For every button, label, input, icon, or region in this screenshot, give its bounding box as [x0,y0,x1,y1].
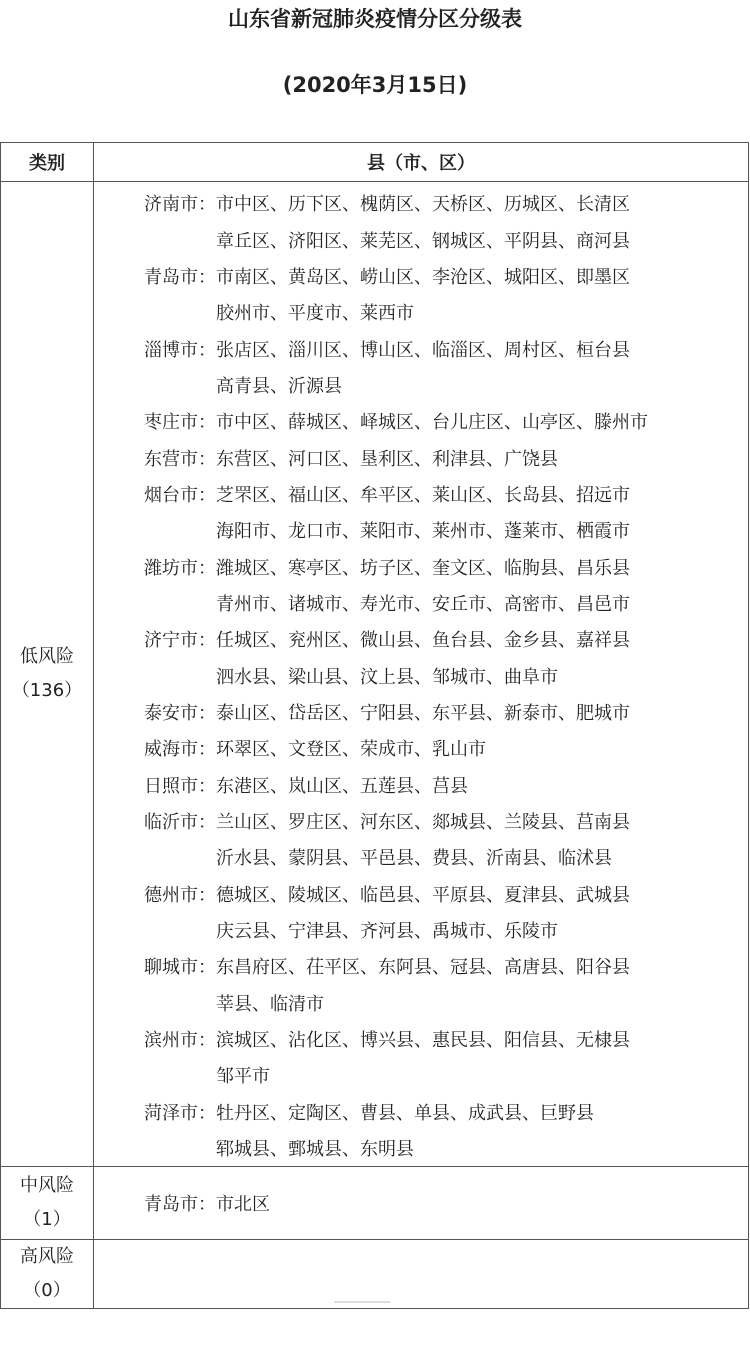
high-risk-label: 高风险 [20,1246,74,1268]
medium-risk-counties [94,1167,749,1240]
list-item [94,1167,748,1239]
county-text: 市中区、薛城区、峄城区、台儿庄区、山亭区、滕州市 [216,412,648,434]
table-header-row [1,143,749,182]
county-text: 沂水县、蒙阴县、平邑县、费县、沂南县、临沭县 [216,848,612,870]
list-item [94,476,748,512]
county-text: 高青县、沂源县 [216,375,342,397]
county-text: 东昌府区、茌平区、东阿县、冠县、高唐县、阳谷县 [216,957,630,979]
county-text: 潍城区、寒亭区、坊子区、奎文区、临朐县、昌乐县 [216,557,630,579]
county-text: 市中区、历下区、槐荫区、天桥区、历城区、长清区 [216,194,630,216]
list-item [94,512,748,548]
low-risk-count: （136） [11,680,83,702]
list-item [94,1130,748,1166]
list-item [94,912,748,948]
county-text: 东营区、河口区、垦利区、利津县、广饶县 [216,448,558,470]
header-category: 类别 [1,143,94,182]
county-text: 环翠区、文登区、荣成市、乳山市 [216,739,486,761]
city-label: 聊城市： [144,957,216,979]
low-risk-category [1,182,94,1167]
county-text: 张店区、淄川区、博山区、临淄区、周村区、桓台县 [216,339,630,361]
county-text: 任城区、兖州区、微山县、鱼台县、金乡县、嘉祥县 [216,630,630,652]
city-label: 淄博市： [144,339,216,361]
city-label: 东营市： [144,448,216,470]
city-label: 青岛市： [144,1194,216,1216]
city-label: 枣庄市： [144,412,216,434]
county-text: 邹平市 [216,1066,270,1088]
low-risk-list [94,182,748,1166]
list-item [94,367,748,403]
county-text: 东港区、岚山区、五莲县、莒县 [216,775,468,797]
county-text: 滨城区、沾化区、博兴县、惠民县、阳信县、无棣县 [216,1030,630,1052]
county-text: 郓城县、鄄城县、东明县 [216,1139,414,1161]
list-item [94,948,748,984]
list-item [94,876,748,912]
list-item [94,839,748,875]
medium-risk-category [1,1167,94,1240]
list-item [94,185,748,221]
list-item [94,585,748,621]
high-risk-category [1,1240,94,1309]
city-label: 泰安市： [144,702,216,724]
county-text: 胶州市、平度市、莱西市 [216,303,414,325]
low-risk-row [1,182,749,1167]
city-label: 济南市： [144,194,216,216]
city-label: 潍坊市： [144,557,216,579]
document-title: 山东省新冠肺炎疫情分区分级表 [228,7,522,31]
list-item [94,621,748,657]
list-item [94,330,748,366]
list-item [94,803,748,839]
city-label: 青岛市： [144,266,216,288]
risk-zone-table [0,142,749,1309]
list-item [94,439,748,475]
list-item [94,657,748,693]
city-label: 菏泽市： [144,1102,216,1124]
high-risk-counties [94,1240,749,1309]
list-item [94,403,748,439]
medium-risk-label: 中风险 [20,1175,74,1197]
medium-risk-row [1,1167,749,1240]
city-label: 烟台市： [144,484,216,506]
high-risk-row [1,1240,749,1309]
list-item [94,985,748,1021]
list-item [94,1021,748,1057]
low-risk-counties [94,182,749,1167]
list-item [94,767,748,803]
city-label: 威海市： [144,739,216,761]
document-date: (2020年3月15日) [282,73,468,97]
page-divider [334,1301,390,1303]
list-item [94,548,748,584]
city-label: 济宁市： [144,630,216,652]
county-text: 市南区、黄岛区、崂山区、李沧区、城阳区、即墨区 [216,266,630,288]
county-text: 章丘区、济阳区、莱芜区、钢城区、平阴县、商河县 [216,230,630,252]
medium-risk-count: （1） [23,1209,71,1231]
list-item [94,258,748,294]
county-text: 莘县、临清市 [216,993,324,1015]
low-risk-label: 低风险 [20,646,74,668]
county-text: 青州市、诸城市、寿光市、安丘市、高密市、昌邑市 [216,593,630,615]
city-label: 滨州市： [144,1030,216,1052]
county-text: 兰山区、罗庄区、河东区、郯城县、兰陵县、莒南县 [216,812,630,834]
city-label: 日照市： [144,775,216,797]
high-risk-count: （0） [23,1280,71,1302]
list-item [94,221,748,257]
county-text: 泗水县、梁山县、汶上县、邹城市、曲阜市 [216,666,558,688]
county-text: 泰山区、岱岳区、宁阳县、东平县、新泰市、肥城市 [216,702,630,724]
county-text: 海阳市、龙口市、莱阳市、莱州市、蓬莱市、栖霞市 [216,521,630,543]
county-text: 牡丹区、定陶区、曹县、单县、成武县、巨野县 [216,1102,594,1124]
list-item [94,1094,748,1130]
list-item [94,694,748,730]
list-item [94,294,748,330]
list-item [94,730,748,766]
county-text: 德城区、陵城区、临邑县、平原县、夏津县、武城县 [216,884,630,906]
county-text: 芝罘区、福山区、牟平区、莱山区、长岛县、招远市 [216,484,630,506]
city-label: 德州市： [144,884,216,906]
list-item [94,1057,748,1093]
county-text: 市北区 [216,1194,270,1216]
header-counties: 县（市、区） [94,143,749,182]
county-text: 庆云县、宁津县、齐河县、禹城市、乐陵市 [216,921,558,943]
city-label: 临沂市： [144,812,216,834]
